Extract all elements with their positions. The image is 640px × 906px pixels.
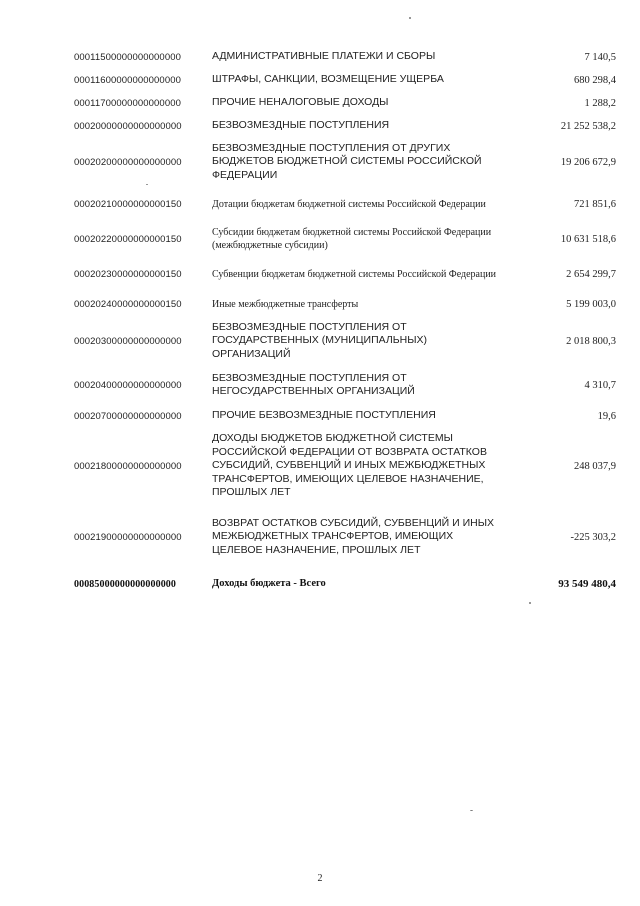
budget-code: 00020300000000000000: [74, 335, 182, 347]
table-row: [66, 317, 618, 366]
income-sum: -225 303,2: [570, 531, 616, 543]
income-name: ШТРАФЫ, САНКЦИИ, ВОЗМЕЩЕНИЕ УЩЕРБА: [212, 73, 444, 86]
income-name: БЕЗВОЗМЕЗДНЫЕ ПОСТУПЛЕНИЯ ОТ ДРУГИХ БЮДЖЕТОВ БЮДЖЕТНОЙ СИСТЕМЫ РОССИЙСКОЙ ФЕДЕРАЦИИ: [212, 141, 482, 181]
income-sum: 5 199 003,0: [566, 298, 616, 310]
table-row: [66, 292, 618, 317]
table-row: [66, 187, 618, 222]
income-sum: 680 298,4: [574, 74, 616, 86]
budget-code: 00020200000000000000: [74, 156, 182, 168]
table-row: [66, 366, 618, 405]
budget-code: 00020230000000000150: [74, 268, 182, 280]
page-number: 2: [317, 873, 323, 884]
income-sum: 721 851,6: [574, 198, 616, 210]
table-row: [66, 115, 618, 138]
income-sum: 2 018 800,3: [566, 335, 616, 347]
total-budget-code: 00085000000000000000: [74, 578, 176, 590]
budget-code: 00020240000000000150: [74, 298, 182, 310]
budget-code: 00021800000000000000: [74, 460, 182, 472]
budget-code: 00020220000000000150: [74, 233, 182, 245]
total-income-sum: 93 549 480,4: [558, 578, 616, 590]
table-row: [66, 222, 618, 257]
income-name: БЕЗВОЗМЕЗДНЫЕ ПОСТУПЛЕНИЯ ОТ ГОСУДАРСТВЕННЫХ (МУНИЦИПАЛЬНЫХ) ОРГАНИЗАЦИЙ: [212, 320, 428, 360]
budget-code: 00020000000000000000: [74, 120, 182, 132]
income-name: Дотации бюджетам бюджетной системы Российской Федерации: [212, 198, 486, 210]
scan-speck: [470, 810, 473, 811]
income-name: ДОХОДЫ БЮДЖЕТОВ БЮДЖЕТНОЙ СИСТЕМЫ РОССИЙСКОЙ ФЕДЕРАЦИИ ОТ ВОЗВРАТА ОСТАТКОВ СУБСИДИЙ, СУБВЕНЦИЙ И ИНЫХ МЕЖБЮДЖЕТНЫХ ТРАНСФЕРТОВ, ИМЕЮЩИХ ЦЕЛЕВОЕ НАЗНАЧЕНИЕ, ПРОШЛЫХ ЛЕТ: [212, 432, 487, 499]
table-row: [66, 428, 618, 505]
table-row: [66, 46, 618, 69]
income-sum: 7 140,5: [584, 51, 616, 63]
income-name: ВОЗВРАТ ОСТАТКОВ СУБСИДИЙ, СУБВЕНЦИЙ И ИНЫХ МЕЖБЮДЖЕТНЫХ ТРАНСФЕРТОВ, ИМЕЮЩИХ ЦЕЛЕВОЕ НАЗНАЧЕНИЕ, ПРОШЛЫХ ЛЕТ: [212, 516, 495, 556]
income-sum: 4 310,7: [584, 379, 616, 391]
income-sum: 21 252 538,2: [560, 120, 616, 132]
income-name: ПРОЧИЕ БЕЗВОЗМЕЗДНЫЕ ПОСТУПЛЕНИЯ: [212, 409, 436, 422]
income-sum: 19,6: [597, 410, 616, 422]
income-name: АДМИНИСТРАТИВНЫЕ ПЛАТЕЖИ И СБОРЫ: [212, 50, 436, 63]
table-row: [66, 257, 618, 292]
scan-speck: [529, 602, 531, 604]
budget-code: 00011600000000000000: [74, 74, 181, 86]
income-sum: 19 206 672,9: [560, 156, 616, 168]
budget-code: 00011700000000000000: [74, 97, 181, 109]
income-sum: 1 288,2: [584, 97, 616, 109]
income-name: Субсидии бюджетам бюджетной системы Российской Федерации (межбюджетные субсидии): [212, 227, 492, 251]
budget-code: 00021900000000000000: [74, 531, 182, 543]
budget-code: 00020700000000000000: [74, 410, 182, 422]
income-sum: 10 631 518,6: [560, 233, 616, 245]
income-sum: 2 654 299,7: [566, 268, 616, 280]
table-row: [66, 138, 618, 187]
scan-speck: [146, 184, 148, 185]
budget-code: 00020400000000000000: [74, 379, 182, 391]
income-name: Субвенции бюджетам бюджетной системы Российской Федерации: [212, 268, 497, 280]
table-total-row: [66, 570, 618, 599]
table-row: [66, 505, 618, 570]
income-sum: 248 037,9: [574, 460, 616, 472]
income-name: Иные межбюджетные трансферты: [212, 298, 359, 310]
budget-code: 00020210000000000150: [74, 198, 182, 210]
total-income-name: Доходы бюджета - Всего: [212, 578, 326, 590]
budget-income-table: [66, 46, 618, 599]
income-name: ПРОЧИЕ НЕНАЛОГОВЫЕ ДОХОДЫ: [212, 96, 389, 109]
scan-speck: [409, 17, 411, 19]
income-name: БЕЗВОЗМЕЗДНЫЕ ПОСТУПЛЕНИЯ ОТ НЕГОСУДАРСТВЕННЫХ ОРГАНИЗАЦИЙ: [212, 371, 415, 397]
table-row: [66, 92, 618, 115]
budget-code: 00011500000000000000: [74, 51, 181, 63]
table-row: [66, 405, 618, 428]
income-name: БЕЗВОЗМЕЗДНЫЕ ПОСТУПЛЕНИЯ: [212, 119, 390, 132]
table-row: [66, 69, 618, 92]
